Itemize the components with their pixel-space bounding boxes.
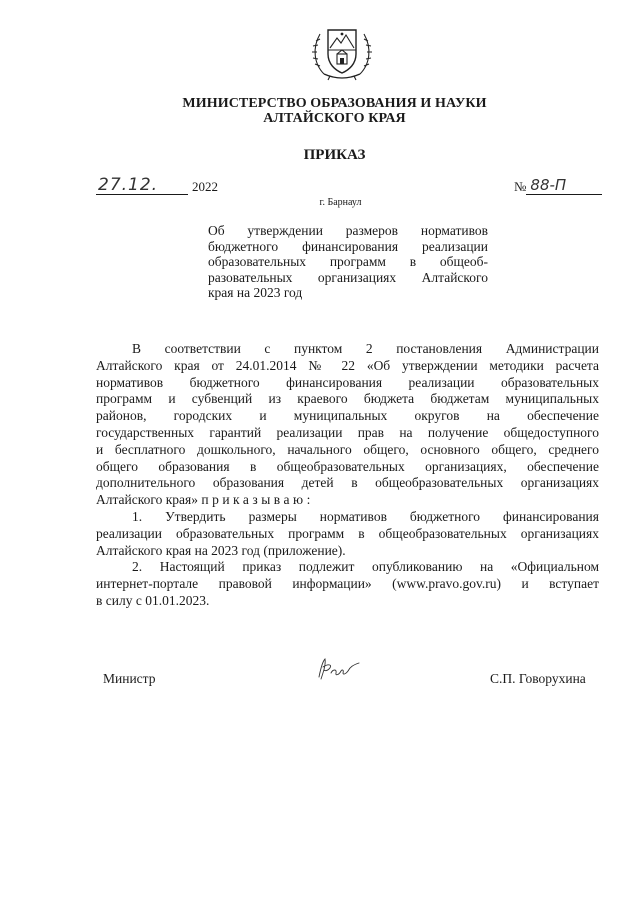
ministry-name-line2: АЛТАЙСКОГО КРАЯ bbox=[263, 111, 406, 126]
subject-line: бюджетного финансирования реализации bbox=[208, 238, 488, 254]
body-line: интернет-портале правовой информации» (www.pravo.gov.ru) и вступает bbox=[96, 576, 599, 592]
body-line: районов, городских и муниципальных округов на обеспечение bbox=[96, 408, 599, 424]
signatory-name: С.П. Говорухина bbox=[490, 671, 586, 686]
order-word: приказываю: bbox=[201, 492, 314, 508]
body-line: и бесплатного дошкольного, начального общего, основного общего, среднего bbox=[96, 441, 599, 457]
document-date bbox=[96, 177, 218, 195]
date-year: 2022 bbox=[192, 179, 218, 194]
body-line: 2. Настоящий приказ подлежит опубликованию на «Официальном bbox=[132, 559, 599, 575]
body-line: программ и субвенций из краевого бюджета бюджетам муниципальных bbox=[96, 391, 599, 407]
document-type: ПРИКАЗ bbox=[303, 147, 366, 163]
body-line: общего образования в общеобразовательных организациях, обеспечение bbox=[96, 458, 599, 474]
body-line: Алтайского края от 24.01.2014 № 22 «Об утверждении методики расчета bbox=[96, 357, 599, 373]
body-line: в силу с 01.01.2023. bbox=[96, 592, 210, 608]
body-line-order bbox=[96, 492, 599, 509]
order-body bbox=[96, 341, 599, 610]
signatory-title: Министр bbox=[103, 671, 156, 686]
body-line: нормативов бюджетного финансирования реализации образовательных bbox=[96, 374, 599, 390]
document-number bbox=[514, 177, 602, 195]
body-line: дополнительного образования детей в общеобразовательных организациях bbox=[96, 475, 599, 491]
ministry-name-line1: МИНИСТЕРСТВО ОБРАЗОВАНИЯ И НАУКИ bbox=[182, 96, 487, 111]
subject-line: Об утверждении размеров нормативов bbox=[208, 223, 488, 238]
handwritten-date: 27.12. bbox=[96, 177, 188, 195]
body-line: 1. Утвердить размеры нормативов бюджетного финансирования bbox=[132, 508, 599, 524]
body-line: реализации образовательных программ в общеобразовательных организациях bbox=[96, 525, 599, 541]
body-line: Алтайского края» bbox=[96, 492, 198, 508]
handwritten-signature bbox=[315, 655, 365, 683]
subject-line: образовательных программ в общеоб- bbox=[208, 254, 488, 269]
subject-line: края на 2023 год bbox=[208, 285, 303, 300]
body-line: Алтайского края на 2023 год (приложение). bbox=[96, 542, 346, 558]
city-name: г. Барнаул bbox=[319, 197, 362, 208]
subject-line: разовательных организациях Алтайского bbox=[208, 269, 488, 285]
body-line: государственных гарантий реализации прав на получение общедоступного bbox=[96, 424, 599, 440]
handwritten-number: 88-П bbox=[526, 177, 602, 195]
number-prefix: № bbox=[514, 179, 527, 194]
body-line: В соответствии с пунктом 2 постановления Администрации bbox=[132, 341, 599, 356]
order-subject bbox=[208, 223, 488, 301]
coat-of-arms-emblem bbox=[306, 14, 378, 86]
